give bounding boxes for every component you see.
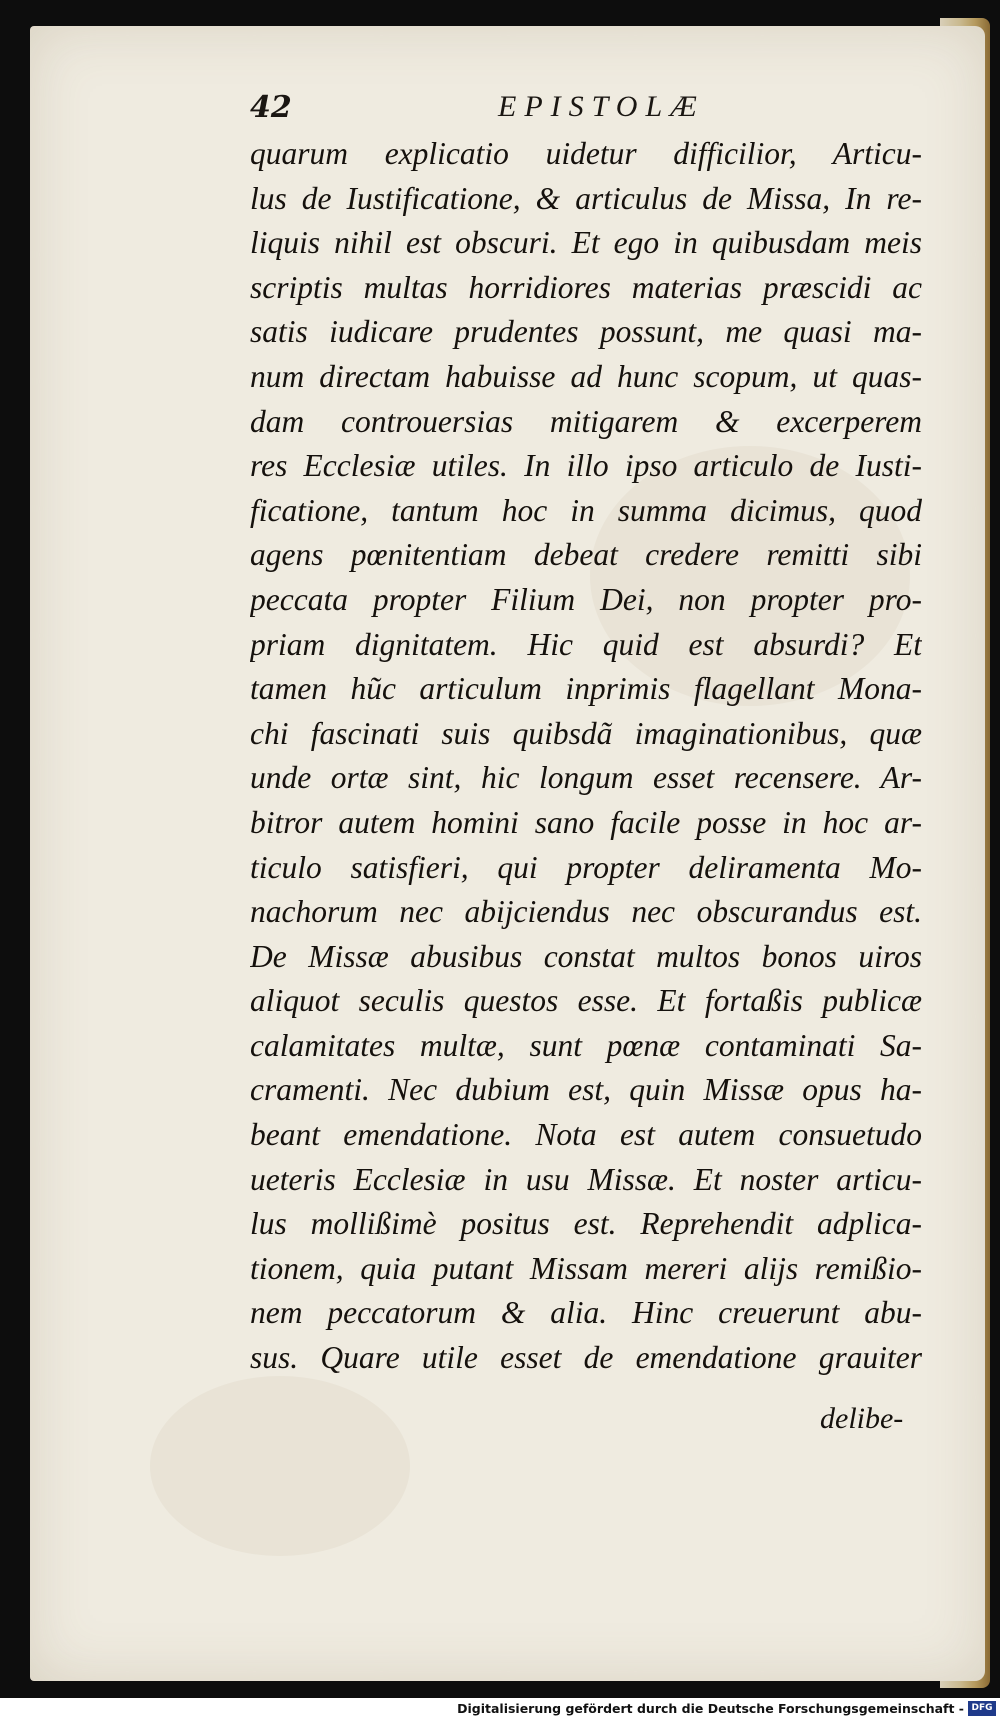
page-header (250, 90, 705, 126)
text-line: quarum explicatio uidetur difficilior, Articu- (250, 136, 922, 171)
text-line: lus mollißimè positus est. Reprehendit adplica- (250, 1206, 922, 1242)
text-line: calamitates multæ, sunt pœnæ contaminati Sa- (250, 1027, 922, 1063)
text-line: lus de Iustificatione, & articulus de Missa, In re- (250, 180, 922, 216)
text-line: satis iudicare prudentes possunt, me quasi ma- (250, 314, 922, 350)
text-line: priam dignitatem. Hic quid est absurdi? Et (250, 626, 922, 662)
text-line: tionem, quia putant Missam mereri alijs remißio- (250, 1250, 922, 1286)
text-line: chi fascinati suis quibsdã imaginationibus, quæ (250, 715, 922, 751)
text-line: tamen hũc articulum inprimis flagellant Mona- (250, 671, 922, 707)
text-line: sus. Quare utile esset de emendatione grauiter (250, 1340, 922, 1376)
text-line: De Missæ abusibus constat multos bonos uiros (250, 938, 922, 974)
dfg-logo-icon: DFG (968, 1701, 996, 1716)
text-line: dam controuersias mitigarem & excerperem (250, 403, 922, 439)
catchword: delibe- (820, 1402, 904, 1435)
text-line: ticulo satisfieri, qui propter deliramenta Mo- (250, 849, 922, 885)
text-line: agens pœnitentiam debeat credere remitti sibi (250, 537, 922, 573)
text-line: aliquot seculis questos esse. Et fortaßis publicæ (250, 983, 922, 1019)
text-line: scriptis multas horridiores materias præscidi ac (250, 269, 922, 305)
text-line: nachorum nec abijciendus nec obscurandus est. (250, 894, 922, 930)
text-line: ficatione, tantum hoc in summa dicimus, quod (250, 492, 922, 528)
text-line: ueteris Ecclesiæ in usu Missæ. Et noster articu- (250, 1161, 922, 1197)
text-line: cramenti. Nec dubium est, quin Missæ opus ha- (250, 1072, 922, 1108)
text-line: peccata propter Filium Dei, non propter pro- (250, 581, 922, 617)
running-title: EPISTOLÆ (498, 90, 705, 123)
funding-credit: Digitalisierung gefördert durch die Deutsche Forschungsgemeinschaft - (457, 1701, 964, 1716)
text-line: res Ecclesiæ utiles. In illo ipso articulo de Iusti- (250, 448, 922, 484)
text-line: num directam habuisse ad hunc scopum, ut quas- (250, 358, 922, 394)
text-line: beant emendatione. Nota est autem consuetudo (250, 1117, 922, 1153)
text-line: nem peccatorum & alia. Hinc creuerunt abu- (250, 1295, 922, 1331)
digitization-footer (0, 1698, 1000, 1721)
paper-stain (150, 1376, 410, 1556)
text-line: bitror autem homini sano facile posse in hoc ar- (250, 804, 922, 840)
text-line: liquis nihil est obscuri. Et ego in quibusdam meis (250, 225, 922, 261)
page-number: 42 (250, 90, 292, 125)
body-text (250, 132, 922, 1381)
text-line: unde ortæ sint, hic longum esset recensere. Ar- (250, 760, 922, 796)
